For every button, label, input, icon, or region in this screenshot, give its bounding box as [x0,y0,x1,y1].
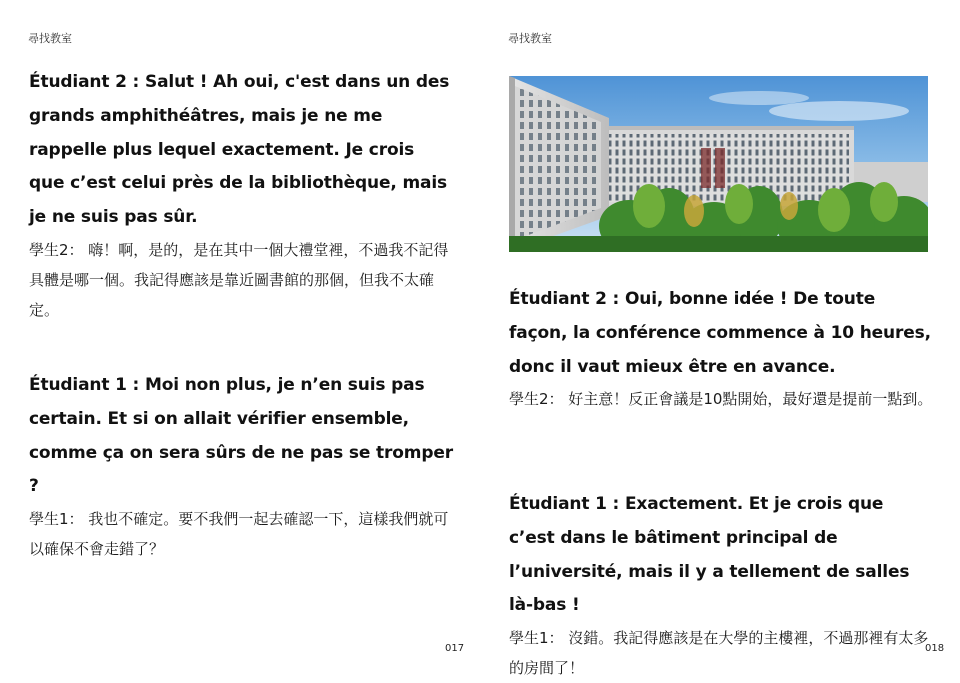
dialogue-block [509,488,934,683]
chinese-line: 學生2： 嗨！啊，是的，是在其中一個大禮堂裡，不過我不記得具體是哪一個。我記得應該是靠近圖書館的那個，但我不太確定。 [29,240,449,319]
right-page [480,0,960,678]
chinese-line: 學生1： 沒錯。我記得應該是在大學的主樓裡，不過那裡有太多的房間了！ [509,629,929,678]
university-building-photo [509,76,928,252]
french-line: Étudiant 2 : Salut ! Ah oui, c'est dans un des grands amphithéâtres, mais je ne me rappelle plus lequel exactement. Je crois que c’est celui près de la bibliothèque, mais je ne suis pas sûr. [29,72,450,228]
running-head: 尋找教室 [28,32,72,45]
dialogue-block [29,66,454,325]
dialogue-block [509,283,934,414]
french-line: Étudiant 2 : Oui, bonne idée ! De toute façon, la conférence commence à 10 heures, donc il vaut mieux être en avance. [509,289,931,377]
dialogue-block [29,369,454,564]
running-head: 尋找教室 [508,32,552,45]
left-page [0,0,480,678]
page-number: 017 [445,643,465,654]
page-number: 018 [925,643,945,654]
chinese-line: 學生1： 我也不確定。要不我們一起去確認一下，這樣我們就可以確保不會走錯了？ [29,510,449,559]
chinese-line: 學生2： 好主意！反正會議是10點開始，最好還是提前一點到。 [509,390,933,409]
french-line: Étudiant 1 : Moi non plus, je n’en suis pas certain. Et si on allait vérifier ensemble, comme ça on sera sûrs de ne pas se tromper ? [29,375,453,497]
french-line: Étudiant 1 : Exactement. Et je crois que c’est dans le bâtiment principal de l’université, mais il y a tellement de salles là-bas ! [509,494,910,616]
